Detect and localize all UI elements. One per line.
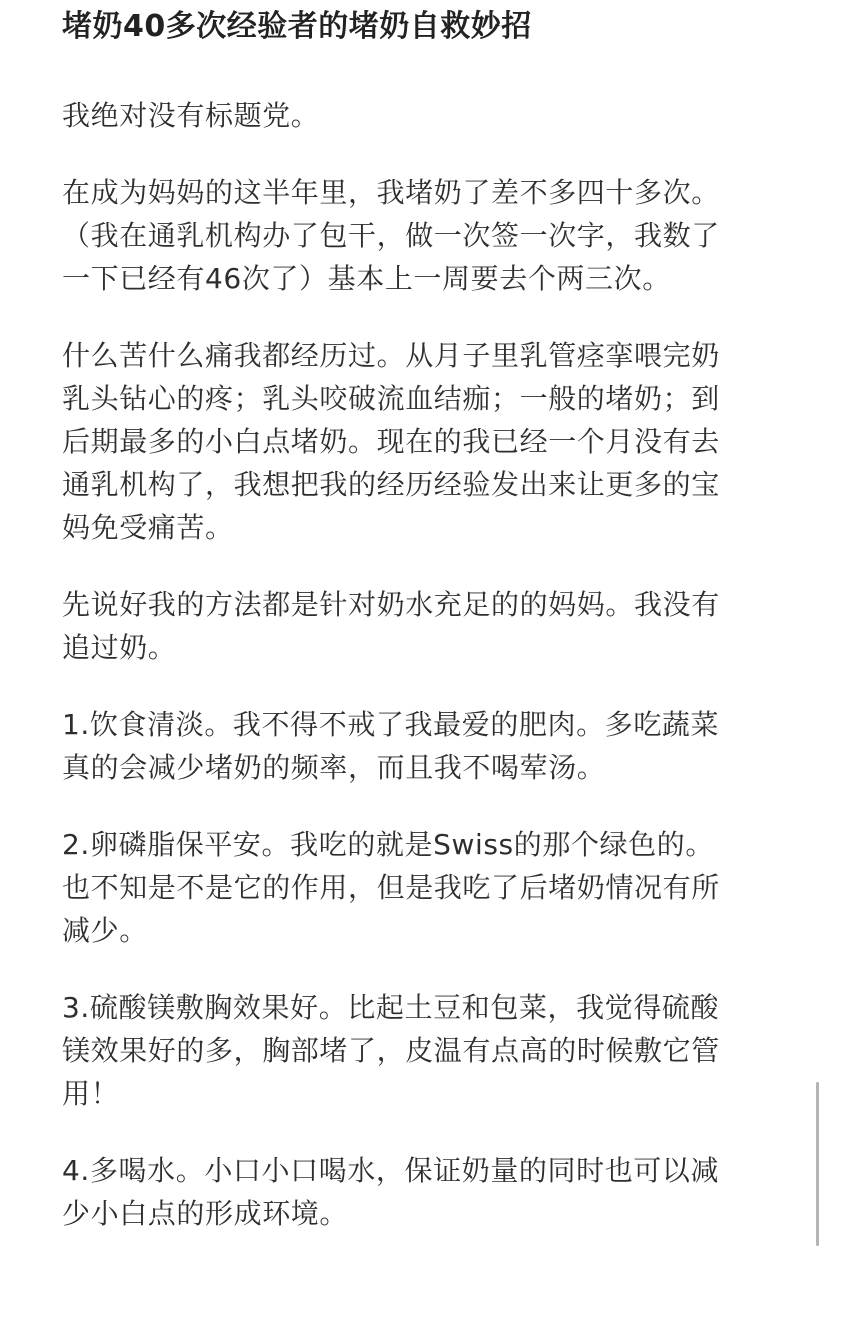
text-line: 镁效果好的多，胸部堵了，皮温有点高的时候敷它管: [62, 1034, 720, 1067]
text-line: 后期最多的小白点堵奶。现在的我已经一个月没有去: [62, 425, 720, 458]
text-line: 也不知是不是它的作用，但是我吃了后堵奶情况有所: [62, 871, 720, 904]
text-line: 妈免受痛苦。: [62, 511, 234, 544]
tip-4: [62, 1149, 802, 1235]
text-line: 一下已经有46次了）基本上一周要去个两三次。: [62, 262, 671, 295]
text-line: 先说好我的方法都是针对奶水充足的的妈妈。我没有: [62, 588, 720, 621]
text-line: 通乳机构了，我想把我的经历经验发出来让更多的宝: [62, 468, 720, 501]
text-line: （我在通乳机构办了包干，做一次签一次字，我数了: [62, 219, 720, 252]
scrollbar[interactable]: [816, 1082, 819, 1246]
text-line: 4.多喝水。小口小口喝水，保证奶量的同时也可以减: [62, 1154, 720, 1187]
paragraph-intro: [62, 94, 802, 137]
text-line: 在成为妈妈的这半年里，我堵奶了差不多四十多次。: [62, 176, 720, 209]
text-line: 用！: [62, 1077, 120, 1110]
text-line: 我绝对没有标题党。: [62, 99, 320, 132]
article: [62, 0, 802, 1235]
text-line: 1.饮食清淡。我不得不戒了我最爱的肥肉。多吃蔬菜: [62, 708, 720, 741]
article-title: 堵奶40多次经验者的堵奶自救妙招: [62, 9, 532, 44]
text-line: 真的会减少堵奶的频率，而且我不喝荤汤。: [62, 751, 606, 784]
tip-1: [62, 703, 802, 789]
text-line: 追过奶。: [62, 631, 177, 664]
text-line: 少小白点的形成环境。: [62, 1197, 349, 1230]
text-line: 什么苦什么痛我都经历过。从月子里乳管痉挛喂完奶: [62, 339, 720, 372]
tip-3: [62, 986, 802, 1115]
paragraph-background: [62, 171, 802, 300]
paragraph-disclaimer: [62, 583, 802, 669]
tip-2: [62, 823, 802, 952]
text-line: 2.卵磷脂保平安。我吃的就是Swiss的那个绿色的。: [62, 828, 714, 861]
paragraph-experience: [62, 334, 802, 549]
text-line: 减少。: [62, 914, 148, 947]
text-line: 3.硫酸镁敷胸效果好。比起土豆和包菜，我觉得硫酸: [62, 991, 720, 1024]
scrollbar-thumb[interactable]: [816, 1082, 819, 1246]
text-line: 乳头钻心的疼；乳头咬破流血结痂；一般的堵奶；到: [62, 382, 720, 415]
